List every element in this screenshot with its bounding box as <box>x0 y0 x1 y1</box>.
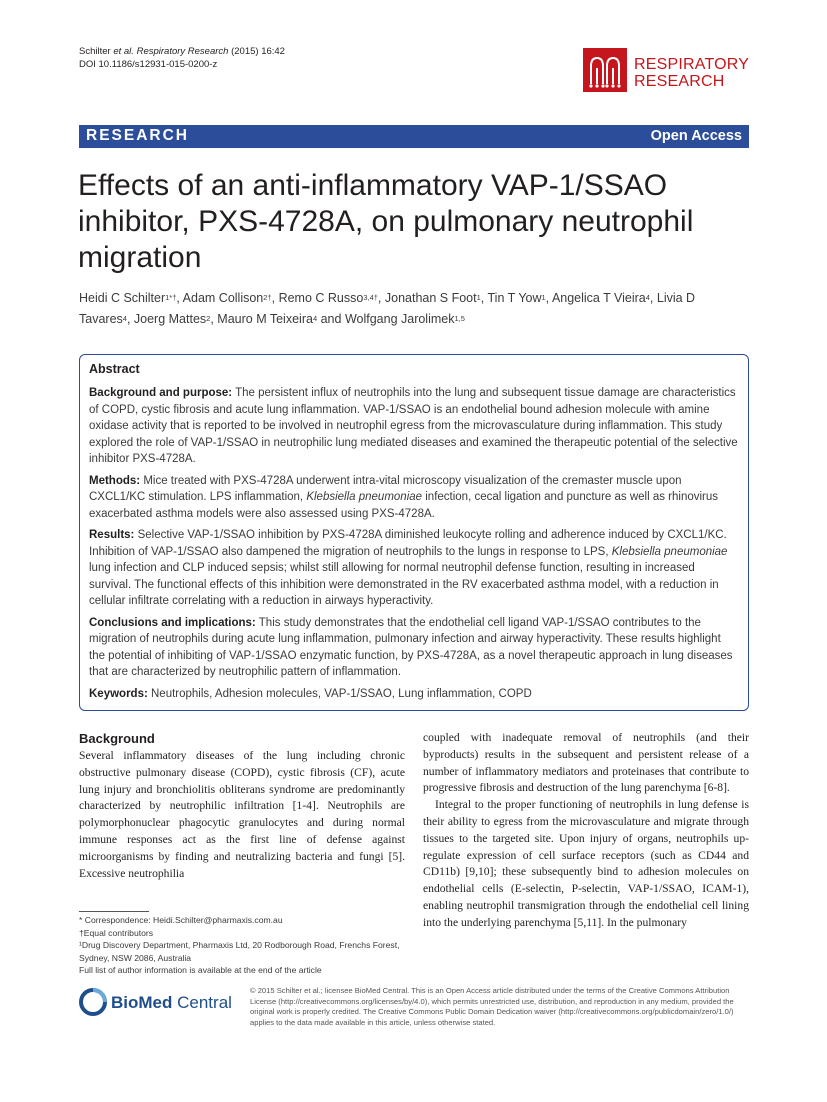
abstract-keywords <box>89 686 739 703</box>
footnote-divider <box>79 911 149 912</box>
author-affiliation-marker: 2† <box>263 293 272 302</box>
abstract-keywords-text: Neutrophils, Adhesion molecules, VAP-1/SSAO, Lung inflammation, COPD <box>151 687 532 700</box>
author-affiliation-marker: 1*† <box>165 293 177 302</box>
author-name[interactable]: Heidi C Schilter <box>79 291 166 305</box>
citation-etal: et al. <box>113 46 134 57</box>
biomed-central-icon <box>79 988 107 1016</box>
abstract-results-text-cont: lung infection and CLP induced sepsis; whilst still allowing for normal neutrophil defense function, resulting in increased survival. The functional effects of this inhibition were demonstrated in the RV exacerbated asthma model, with a reduction in cellular infiltrate correlating with a reduction in airways hyperactivity. <box>89 562 719 607</box>
abstract-conclusions-text: This study demonstrates that the endothelial cell ligand VAP-1/SSAO contributes to the migration of neutrophils during acute lung inflammation, pulmonary infection and airway hyperactivity. These results highlight the potential of inhibiting of VAP-1/SSAO enzymatic function, by PXS-4728A, as a novel therapeutic approach in lung diseases that are characterized by neutrophilic pattern of inflammation. <box>89 616 733 678</box>
abstract-results-label: Results: <box>89 529 135 541</box>
author-name[interactable]: Livia D Tavares <box>79 291 696 326</box>
open-access-label: Open Access <box>650 128 742 144</box>
article-title: Effects of an anti-inflammatory VAP-1/SSAO inhibitor, PXS-4728A, on pulmonary neutrophil migration <box>78 169 694 274</box>
abstract-box <box>79 354 749 711</box>
footnotes <box>79 914 409 977</box>
section-heading-background: Background <box>79 731 155 746</box>
body-paragraph: Several inflammatory diseases of the lung including chronic obstructive pulmonary disease (COPD), cystic fibrosis (CF), acute lung injury and bronchiolitis obliterans syndrome are predominantly characterized by neutrophilic infiltration [1-4]. Neutrophils are polymorphonuclear phagocytic granulocytes and during normal immune responses act as the first line of defense against microorganisms by finding and neutralizing bacteria and fungi [5]. Excessive neutrophilia <box>79 749 405 880</box>
abstract-background-text: The persistent influx of neutrophils into the lung and subsequent tissue damage are characteristics of COPD, cystic fibrosis and acute lung inflammation. VAP-1/SSAO is an endothelial bound adhesion molecule with amine oxidase activity that is reported to be involved in neutrophil egress from the microvasculature during inflammation. This study explored the role of VAP-1/SSAO in neutrophilic lung mediated diseases and examined the therapeutic potential of the selective inhibitor PXS-4728A. <box>89 387 738 465</box>
author-affiliation-marker: 1 <box>476 293 481 302</box>
equal-contributors-note: †Equal contributors <box>79 927 154 938</box>
publisher-logo[interactable] <box>79 988 239 1018</box>
publisher-name-bold: BioMed <box>111 993 173 1012</box>
journal-logo-line2: RESEARCH <box>634 73 725 90</box>
author-name[interactable]: Jonathan S Foot <box>384 291 477 305</box>
abstract-keywords-label: Keywords: <box>89 687 148 700</box>
author-affiliation-marker: 4 <box>645 293 650 302</box>
author-name[interactable]: Wolfgang Jarolimek <box>344 312 455 326</box>
abstract-results-species: Klebsiella pneumoniae <box>611 545 728 558</box>
article-type-label: RESEARCH <box>86 127 189 144</box>
author-affiliation-marker: 1,5 <box>454 314 465 323</box>
author-name[interactable]: Mauro M Teixeira <box>217 312 313 326</box>
journal-logo-mark <box>583 48 627 92</box>
citation-authors: Schilter <box>79 46 111 57</box>
citation-block <box>79 45 285 71</box>
author-name[interactable]: Joerg Mattes <box>133 312 207 326</box>
abstract-methods <box>89 473 739 523</box>
abstract-background <box>89 385 739 468</box>
author-affiliation-marker: 4 <box>122 314 127 323</box>
publisher-name <box>111 993 232 1013</box>
article-type-banner <box>79 125 749 148</box>
author-name[interactable]: Angelica T Vieira <box>551 291 646 305</box>
author-info-note: Full list of author information is available at the end of the article <box>79 965 322 975</box>
authors-and: and <box>320 312 342 326</box>
author-list: Heidi C Schilter$^{1*\dagger}$, Adam Collison$^{2\dagger}$, Remo C Russo$^{3,4\dagger}$, Jonathan S Foot$^1$, Tin T Yow$^1$, Angelica T Vieira$^4$, Livia D Tavares$^4$, Joerg Mattes$^2$, Mauro M Teixeira$^4$ and Wolfgang Jarolimek$^{1,5}$ <box>79 291 696 326</box>
journal-logo-line1: RESPIRATORY <box>634 56 750 73</box>
author-affiliation-marker: 1 <box>541 293 546 302</box>
body-column-right <box>423 730 749 932</box>
abstract-results <box>89 527 739 610</box>
abstract-results-text: Selective VAP-1/SSAO inhibition by PXS-4728A diminished leukocyte rolling and adherence induced by CXCL1/KC. Inhibition of VAP-1/SSAO also dampened the migration of neutrophils to the lungs in response to LPS, <box>89 529 727 558</box>
abstract-methods-text: Mice treated with PXS-4728A underwent intra-vital microscopy visualization of the cremaster muscle upon CXCL1/KC stimulation. LPS inflammation, <box>89 474 682 503</box>
journal-logo-text <box>634 56 749 90</box>
citation-line <box>79 45 285 58</box>
abstract-heading: Abstract <box>89 362 140 376</box>
abstract-conclusions-label: Conclusions and implications: <box>89 616 256 629</box>
abstract-methods-label: Methods: <box>89 474 141 487</box>
abstract-methods-text-cont: infection, cecal ligation and puncture as well as rhinovirus exacerbated asthma models were also assessed using PXS-4728A. <box>89 491 719 520</box>
author-affiliation-marker: 3,4† <box>363 293 378 302</box>
doi[interactable]: DOI 10.1186/s12931-015-0200-z <box>79 59 218 70</box>
body-paragraph: coupled with inadequate removal of neutrophils (and their byproducts) results in the subsequent and persistent release of a number of inflammatory mediators and proteinases that contribute to progressive fibrosis and destruction of the lung parenchyma [6-8]. <box>423 731 749 795</box>
citation-year-volume: (2015) 16:42 <box>231 46 285 57</box>
correspondence-note[interactable]: * Correspondence: Heidi.Schilter@pharmaxis.com.au <box>79 915 283 925</box>
abstract-conclusions <box>89 615 739 681</box>
abstract-methods-species: Klebsiella pneumoniae <box>306 491 423 503</box>
author-affiliation-marker: 4 <box>312 314 318 323</box>
affiliation-note: ¹Drug Discovery Department, Pharmaxis Ltd, 20 Rodborough Road, Frenchs Forest, Sydney, NSW 2086, Australia <box>79 940 400 963</box>
author-affiliation-marker: 2 <box>206 314 211 323</box>
body-column-left <box>79 730 405 882</box>
author-name[interactable]: Tin T Yow <box>487 291 542 305</box>
author-name[interactable]: Adam Collison <box>182 291 264 305</box>
citation-journal: Respiratory Research <box>136 46 229 57</box>
journal-logo[interactable] <box>583 48 753 94</box>
lung-bronchi-icon <box>583 48 627 92</box>
abstract-background-label: Background and purpose: <box>89 387 233 399</box>
body-paragraph: Integral to the proper functioning of neutrophils in lung defense is their ability to egress from the microvasculature and migrate through tissues to the targeted site. Upon injury of organs, neutrophils up-regulate expression of cell surface receptors (such as CD44 and CD11b) [9,10]; these subsequently bind to adhesion molecules on endothelial cells (E-selectin, P-selectin, VAP-1/SSAO, ICAM-1), enabling neutrophil transmigration through the endothelial cell lining into the underlying parenchyma [5,11]. In the pulmonary <box>423 798 749 929</box>
license-statement: © 2015 Schilter et al.; licensee BioMed Central. This is an Open Access article distributed under the terms of the Creative Commons Attribution License (http://creativecommons.org/licenses/by/4.0), which permits unrestricted use, distribution, and reproduction in any medium, provided the original work is properly credited. The Creative Commons Public Domain Dedication waiver (http://creativecommons.org/publicdomain/zero/1.0/) applies to the data made available in this article, unless otherwise stated. <box>250 986 734 1027</box>
publisher-name-rest: Central <box>177 993 232 1012</box>
author-name[interactable]: Remo C Russo <box>278 291 364 305</box>
